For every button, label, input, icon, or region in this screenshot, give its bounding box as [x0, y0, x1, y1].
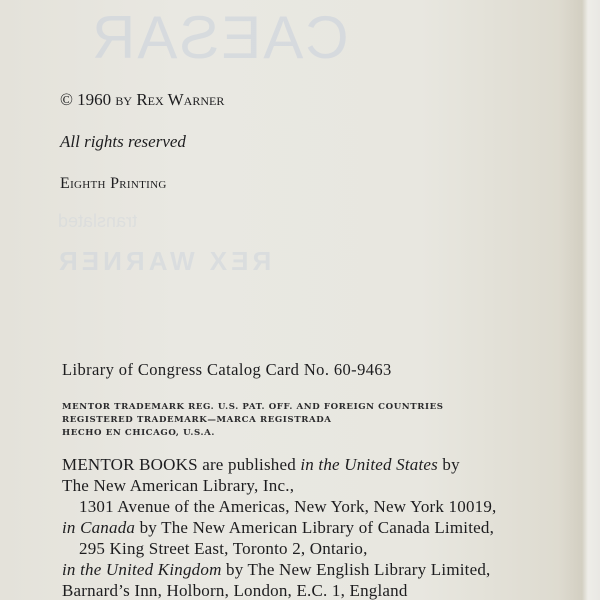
text: by The New American Library of Canada Limited,: [135, 518, 495, 537]
text: by The New English Library Limited,: [221, 560, 491, 579]
show-through-subtitle: translated: [58, 211, 138, 231]
trademark-line: HECHO EN CHICAGO, U.S.A.: [62, 428, 215, 438]
copyright-line: [60, 90, 224, 110]
publisher-line: [62, 455, 460, 474]
copyright-symbol: ©: [60, 90, 73, 109]
publisher-line: Barnard’s Inn, Holborn, London, E.C. 1, England: [62, 581, 408, 600]
lcc-number: Library of Congress Catalog Card No. 60-9463: [62, 360, 392, 379]
copyright-year: 1960: [77, 90, 112, 109]
text: in the United States: [300, 455, 438, 474]
text: in Canada: [62, 518, 136, 537]
publisher-line: 295 King Street East, Toronto 2, Ontario,: [79, 539, 368, 558]
copyright-by: by: [115, 90, 133, 109]
text: by: [437, 455, 460, 474]
show-through-author: REX WARNER: [55, 246, 272, 276]
publisher-line: [62, 518, 494, 537]
rights-reserved: All rights reserved: [60, 132, 186, 151]
text: MENTOR BOOKS are published: [62, 455, 301, 474]
publisher-line: 1301 Avenue of the Americas, New York, New York 10019,: [79, 497, 497, 516]
text: in the United Kingdom: [62, 560, 222, 579]
show-through-title: CAESAR: [90, 4, 349, 71]
publisher-line: The New American Library, Inc.,: [62, 476, 295, 495]
trademark-line: MENTOR TRADEMARK REG. U.S. PAT. OFF. AND FOREIGN COUNTRIES: [62, 402, 444, 412]
trademark-line: REGISTERED TRADEMARK—MARCA REGISTRADA: [62, 415, 332, 425]
printing-edition: Eighth Printing: [60, 175, 167, 192]
publisher-line: [62, 560, 490, 579]
copyright-holder: Rex Warner: [136, 90, 225, 109]
